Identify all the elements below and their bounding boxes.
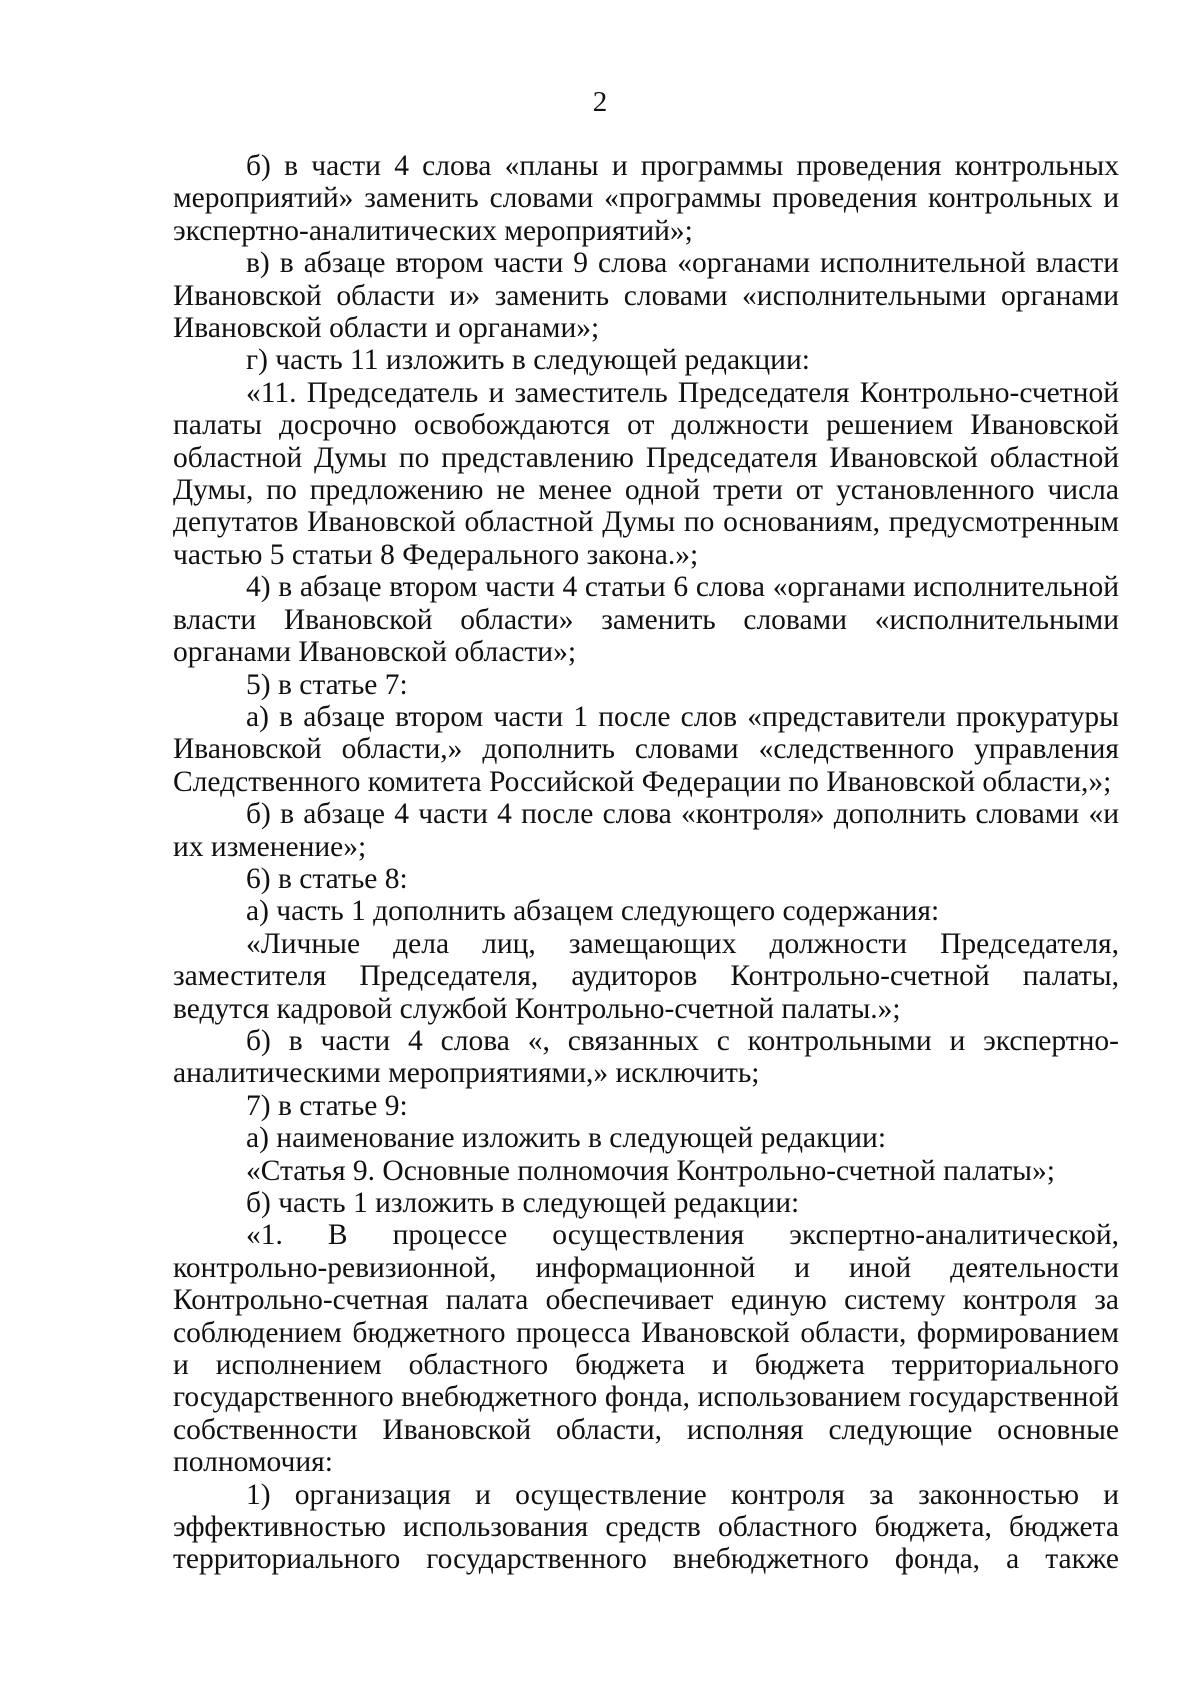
paragraph: а) часть 1 дополнить абзацем следующего содержания:: [246, 895, 940, 928]
paragraph: «11. Председатель и заместитель Председателя Контрольно-счетной палаты досрочно освобождаются от должности решением Ивановской областной Думы по представлению Председателя Ивановской областной Думы, по предложению не менее одной трети от установленного числа депутатов Ивановской областной Думы по основаниям, предусмотренным частью 5 статьи 8 Федерального закона.»;: [173, 376, 1119, 571]
paragraph: 4) в абзаце втором части 4 статьи 6 слова «органами исполнительной власти Ивановской области» заменить словами «исполнительными органами Ивановской области»;: [173, 571, 1119, 669]
paragraph: б) в абзаце 4 части 4 после слова «контроля» дополнить словами «и их изменение»;: [173, 798, 1119, 863]
paragraph: «Статья 9. Основные полномочия Контрольно-счетной палаты»;: [246, 1154, 1055, 1187]
paragraph: «Личные дела лиц, замещающих должности Председателя, заместителя Председателя, аудиторов Контрольно-счетной палаты, ведутся кадровой службой Контрольно-счетной палаты.»;: [173, 927, 1119, 1025]
paragraph: б) в части 4 слова «планы и программы проведения контрольных мероприятий» заменить словами «программы проведения контрольных и экспертно-аналитических мероприятий»;: [173, 150, 1119, 247]
paragraph: а) наименование изложить в следующей редакции:: [246, 1122, 887, 1155]
document-body: [173, 150, 1119, 1576]
paragraph: в) в абзаце втором части 9 слова «органами исполнительной власти Ивановской области и» заменить словами «исполнительными органами Ивановской области и органами»;: [173, 247, 1119, 345]
paragraph: б) часть 1 изложить в следующей редакции:: [246, 1187, 800, 1219]
page-number: 2: [592, 86, 608, 118]
paragraph: б) в части 4 слова «, связанных с контрольными и экспертно-аналитическими мероприятиями,» исключить;: [173, 1024, 1119, 1090]
paragraph: 6) в статье 8:: [246, 862, 408, 895]
paragraph: «1. В процессе осуществления экспертно-аналитической, контрольно-ревизионной, информационной и иной деятельности Контрольно-счетная палата обеспечивает единую систему контроля за соблюдением бюджетного процесса Ивановской области, формированием и исполнением областного бюджета и бюджета территориального государственного внебюджетного фонда, использованием государственной собственности Ивановской области, исполняя следующие основные полномочия:: [173, 1219, 1119, 1479]
paragraph: а) в абзаце втором части 1 после слов «представители прокуратуры Ивановской области,» дополнить словами «следственного управления Следственного комитета Российской Федерации по Ивановской области,»;: [173, 700, 1119, 798]
paragraph: 7) в статье 9:: [246, 1089, 408, 1122]
paragraph: 1) организация и осуществление контроля за законностью и эффективностью использования средств областного бюджета, бюджета территориального государственного внебюджетного фонда, а также: [173, 1478, 1119, 1576]
paragraph: г) часть 11 изложить в следующей редакции:: [246, 344, 810, 377]
paragraph: 5) в статье 7:: [246, 668, 408, 701]
